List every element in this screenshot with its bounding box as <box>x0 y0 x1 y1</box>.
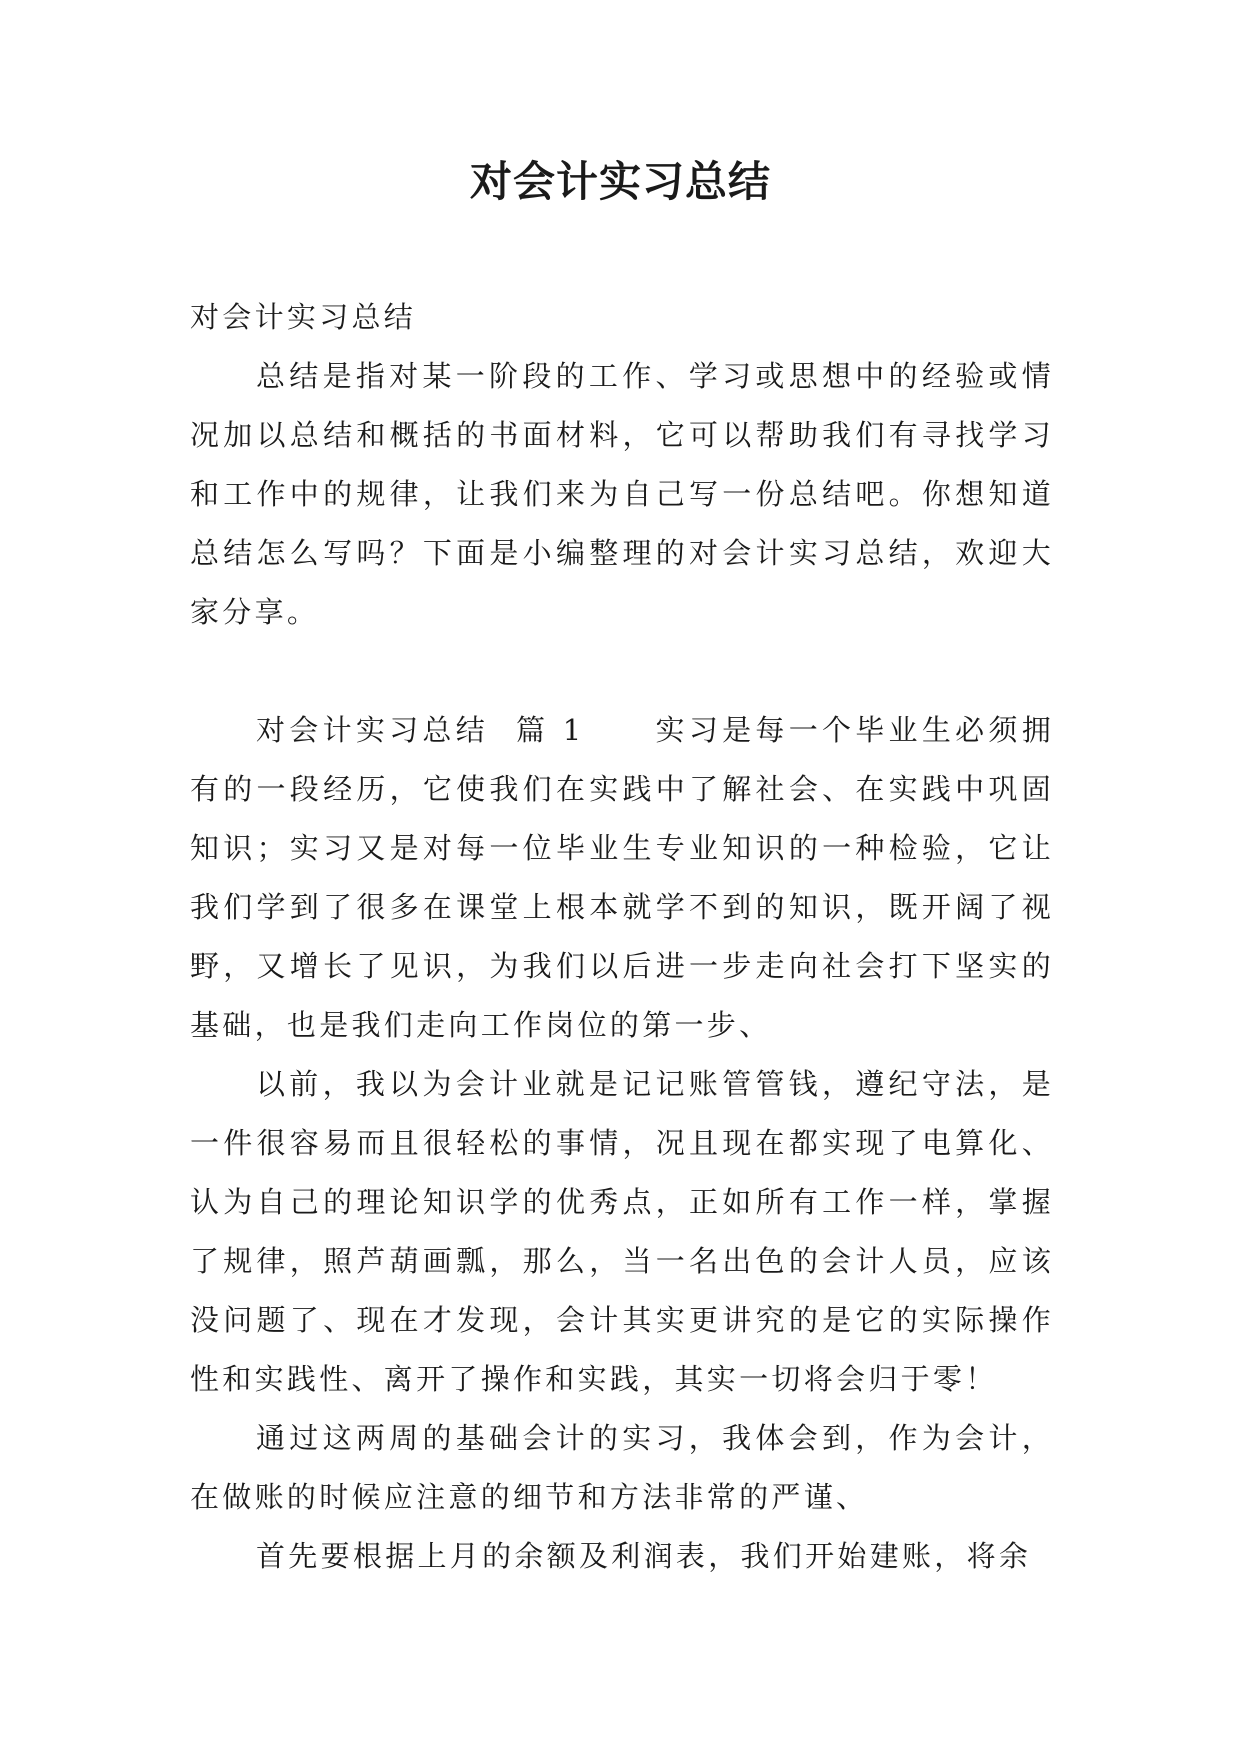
paragraph-spacer <box>190 642 1054 701</box>
body-paragraph-2: 通过这两周的基础会计的实习，我体会到，作为会计，在做账的时候应注意的细节和方法非常的严谨、 <box>190 1421 1054 1514</box>
document-title: 对会计实习总结 <box>469 157 771 206</box>
body-paragraph-1: 以前，我以为会计业就是记记账管管钱，遵纪守法，是一件很容易而且很轻松的事情，况且现在都实现了电算化、认为自己的理论知识学的优秀点，正如所有工作一样，掌握了规律，照芦葫画瓢，那么，当一名出色的会计人员，应该没问题了、现在才发现，会计其实更讲究的是它的实际操作性和实践性、离开了操作和实践，其实一切将会归于零！ <box>190 1067 1054 1396</box>
document-subtitle: 对会计实习总结 <box>190 300 417 334</box>
section-1-paragraph <box>190 701 1054 1055</box>
document-body <box>190 288 1054 1586</box>
section-heading: 对会计实习总结 篇 1 <box>256 713 585 747</box>
section-1-first-paragraph: 实习是每一个毕业生必须拥有的一段经历，它使我们在实践中了解社会、在实践中巩固知识；实习又是对每一位毕业生专业知识的一种检验，它让我们学到了很多在课堂上根本就学不到的知识，既开阔了视野，又增长了见识，为我们以后进一步走向社会打下坚实的基础，也是我们走向工作岗位的第一步、 <box>190 713 1054 1042</box>
body-paragraph-3: 首先要根据上月的余额及利润表，我们开始建账，将余 <box>256 1539 1032 1573</box>
intro-paragraph: 总结是指对某一阶段的工作、学习或思想中的经验或情况加以总结和概括的书面材料，它可以帮助我们有寻找学习和工作中的规律，让我们来为自己写一份总结吧。你想知道总结怎么写吗？下面是小编整理的对会计实习总结，欢迎大家分享。 <box>190 359 1054 629</box>
